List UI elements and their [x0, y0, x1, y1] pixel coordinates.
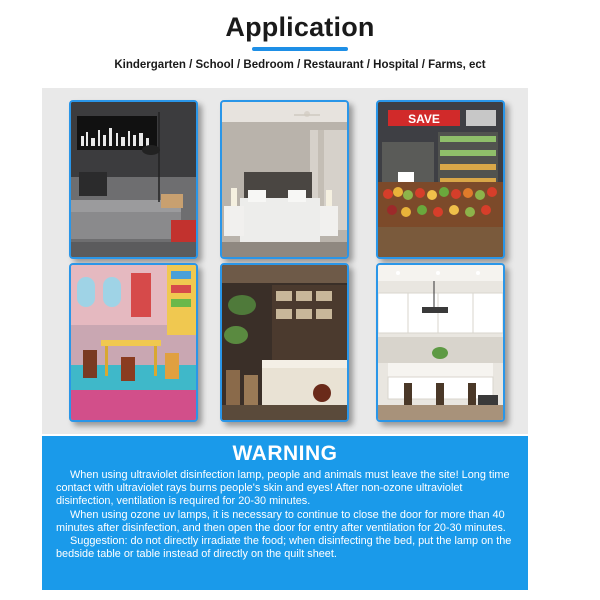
bedroom-photo [220, 100, 349, 259]
page-title: Application [225, 12, 375, 42]
warning-paragraph-uv: When using ultraviolet disinfection lamp, people and animals must leave the site! Long time contact with ultraviolet rays burns people's skin and eyes! After non-ozone ultraviolet disinfection, ventilation is required for 20-30 minutes. [56, 469, 510, 508]
kindergarten-photo [69, 263, 198, 422]
restaurant-photo [220, 263, 349, 422]
warning-panel [42, 436, 528, 590]
page-subtitle: Kindergarten / School / Bedroom / Restaurant / Hospital / Farms, ect [114, 59, 486, 71]
title-underline [252, 47, 348, 51]
application-gallery [42, 88, 528, 434]
warning-text [56, 469, 518, 561]
living-room-photo [69, 100, 198, 259]
warning-title: WARNING [232, 442, 338, 465]
kitchen-photo [376, 263, 505, 422]
warning-paragraph-ozone: When using ozone uv lamps, it is necessary to continue to close the door for more than 40 minutes after disinfection, and then open the door for entry after ventilation for 20-30 minutes. [56, 508, 506, 534]
warning-paragraph-suggestion: Suggestion: do not directly irradiate the food; when disinfecting the bed, put the lamp on the bedside table or table instead of directly on the quilt sheet. [56, 535, 512, 561]
save-sign: SAVE [408, 112, 440, 126]
supermarket-photo [376, 100, 505, 259]
